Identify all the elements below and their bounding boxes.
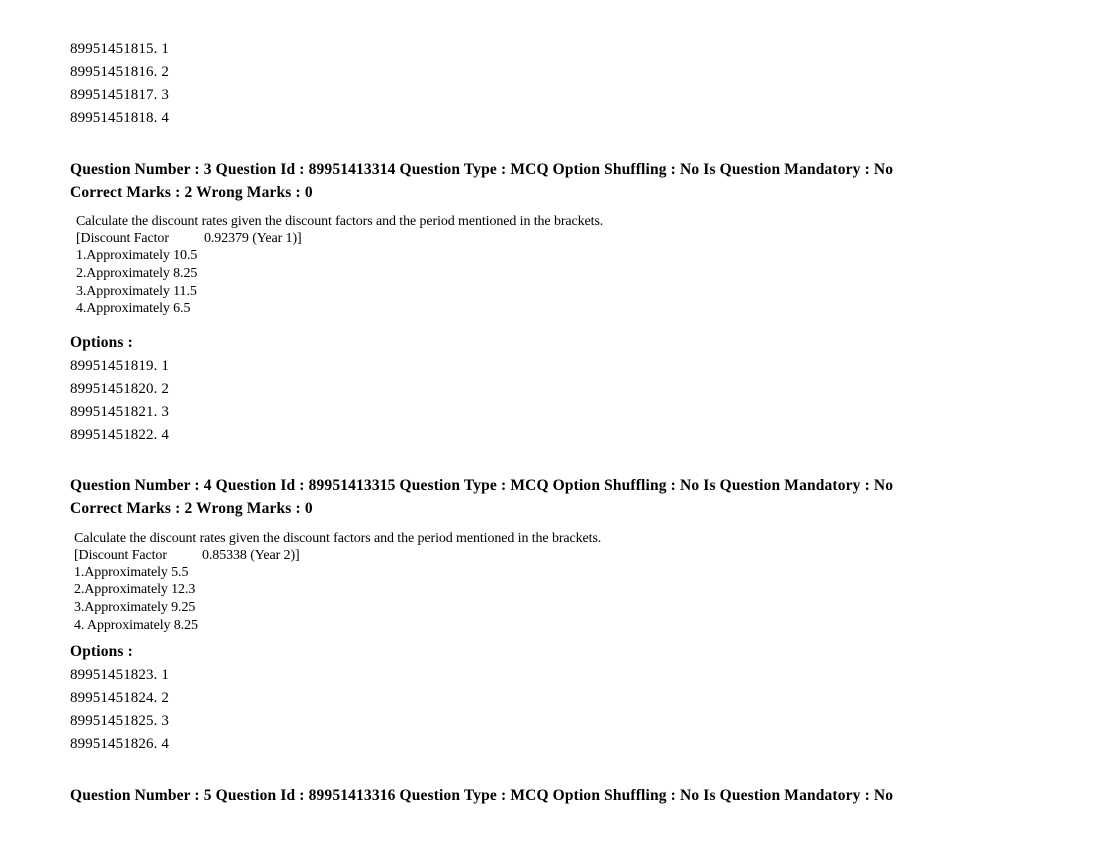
option-number: 1 xyxy=(161,41,169,57)
option-number: 1 xyxy=(161,358,169,374)
option-id: 89951451823. xyxy=(70,667,158,683)
answer-choice: 4.Approximately 6.5 xyxy=(76,301,191,316)
discount-factor-line xyxy=(74,547,300,564)
option-number: 2 xyxy=(161,64,169,80)
discount-factor-value: 0.92379 (Year 1)] xyxy=(204,231,302,246)
option-id: 89951451826. xyxy=(70,736,158,752)
answer-choice: 4. Approximately 8.25 xyxy=(74,618,198,633)
question-header: Question Number : 3 Question Id : 89951413314 Question Type : MCQ Option Shuffling : No Is Question Mandatory : No xyxy=(70,161,894,178)
option-line xyxy=(70,109,169,127)
options-label: Options : xyxy=(70,643,133,660)
discount-factor-value: 0.85338 (Year 2)] xyxy=(202,548,300,563)
question-text: Calculate the discount rates given the discount factors and the period mentioned in the brackets. xyxy=(74,531,602,546)
option-line xyxy=(70,689,169,707)
question-text: Calculate the discount rates given the discount factors and the period mentioned in the brackets. xyxy=(76,214,604,229)
option-id: 89951451815. xyxy=(70,41,158,57)
option-number: 3 xyxy=(161,87,169,103)
option-id: 89951451818. xyxy=(70,110,158,126)
option-id: 89951451819. xyxy=(70,358,158,374)
option-number: 3 xyxy=(161,404,169,420)
option-line xyxy=(70,86,169,104)
option-line xyxy=(70,666,169,684)
option-number: 2 xyxy=(161,690,169,706)
question-header: Question Number : 5 Question Id : 89951413316 Question Type : MCQ Option Shuffling : No Is Question Mandatory : No xyxy=(70,787,894,804)
question-header: Question Number : 4 Question Id : 89951413315 Question Type : MCQ Option Shuffling : No Is Question Mandatory : No xyxy=(70,477,894,494)
option-line xyxy=(70,712,169,730)
option-line xyxy=(70,63,169,81)
option-line xyxy=(70,380,169,398)
answer-choice: 1.Approximately 10.5 xyxy=(76,248,198,263)
option-number: 1 xyxy=(161,667,169,683)
option-id: 89951451824. xyxy=(70,690,158,706)
option-line xyxy=(70,40,169,58)
options-label: Options : xyxy=(70,334,133,351)
answer-choice: 2.Approximately 8.25 xyxy=(76,266,198,281)
option-number: 4 xyxy=(161,427,169,443)
option-number: 3 xyxy=(161,713,169,729)
option-line xyxy=(70,403,169,421)
option-number: 2 xyxy=(161,381,169,397)
option-id: 89951451822. xyxy=(70,427,158,443)
option-line xyxy=(70,426,169,444)
answer-choice: 3.Approximately 9.25 xyxy=(74,600,196,615)
answer-choice: 3.Approximately 11.5 xyxy=(76,284,197,299)
question-marks: Correct Marks : 2 Wrong Marks : 0 xyxy=(70,500,313,517)
option-id: 89951451821. xyxy=(70,404,158,420)
document-page xyxy=(70,0,1070,850)
option-line xyxy=(70,357,169,375)
answer-choice: 1.Approximately 5.5 xyxy=(74,565,189,580)
option-line xyxy=(70,735,169,753)
option-id: 89951451820. xyxy=(70,381,158,397)
option-id: 89951451817. xyxy=(70,87,158,103)
question-marks: Correct Marks : 2 Wrong Marks : 0 xyxy=(70,184,313,201)
option-id: 89951451816. xyxy=(70,64,158,80)
option-number: 4 xyxy=(161,110,169,126)
discount-factor-label: [Discount Factor xyxy=(76,231,169,246)
answer-choice: 2.Approximately 12.3 xyxy=(74,582,196,597)
discount-factor-label: [Discount Factor xyxy=(74,548,167,563)
option-id: 89951451825. xyxy=(70,713,158,729)
option-number: 4 xyxy=(161,736,169,752)
discount-factor-line xyxy=(76,230,302,247)
